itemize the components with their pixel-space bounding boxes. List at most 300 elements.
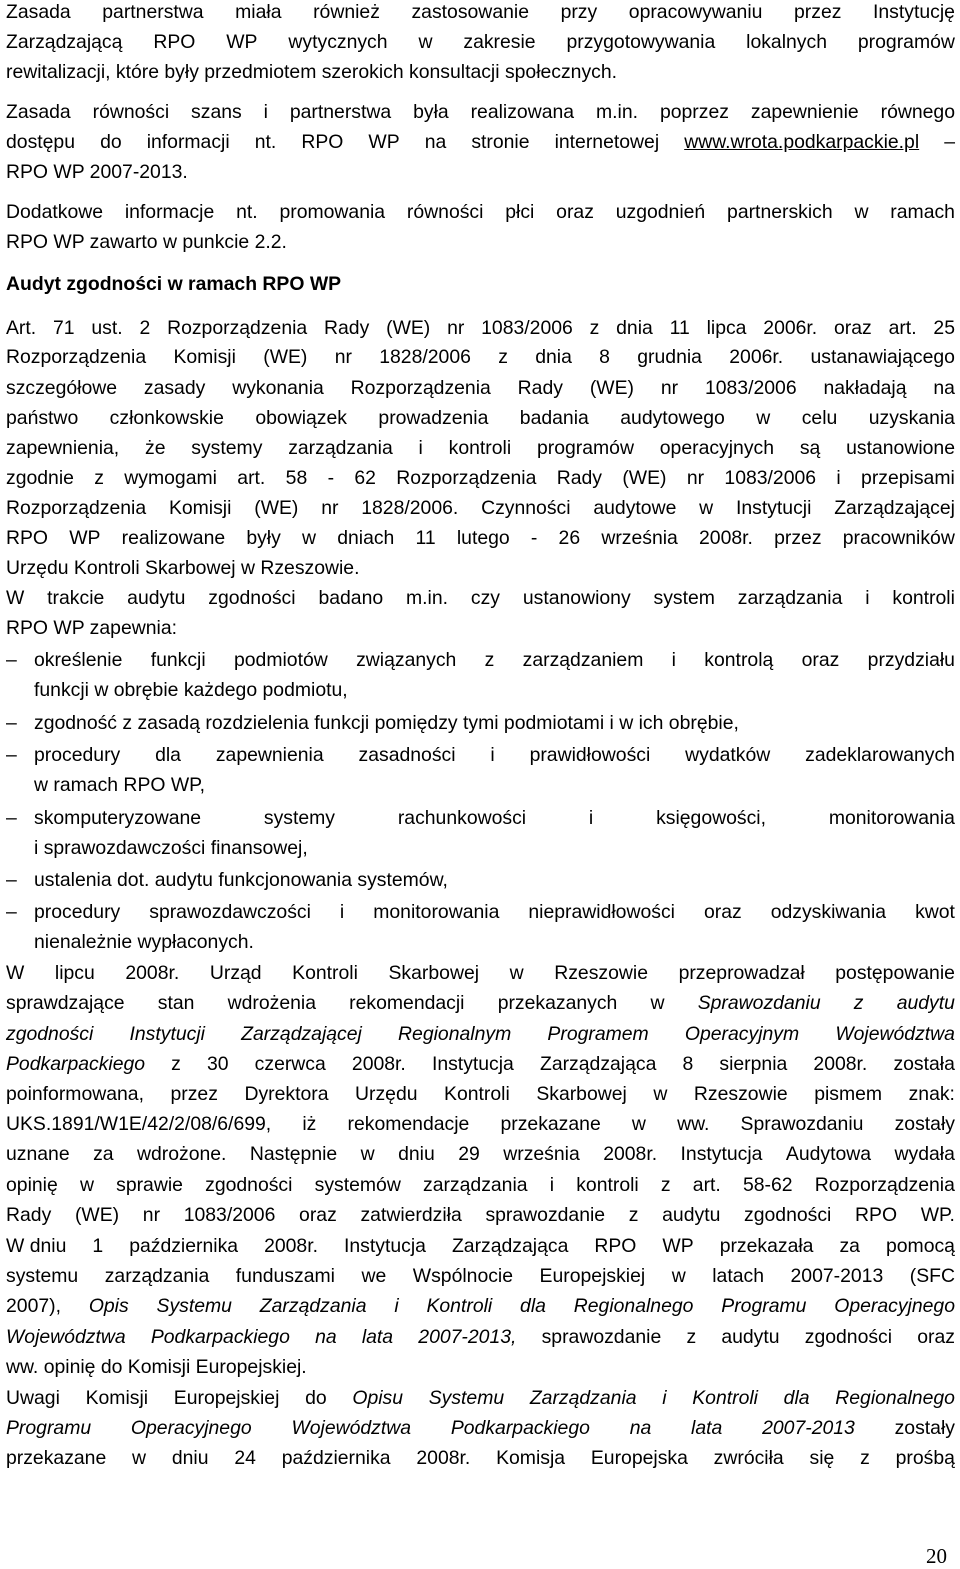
word: zgodności [205, 1174, 293, 1196]
paragraph-line [6, 1383, 955, 1413]
word: Rady [517, 377, 563, 399]
word: programów [536, 437, 634, 459]
word: oraz [834, 317, 872, 339]
word: nr [142, 1204, 161, 1226]
text-run: do [100, 131, 122, 153]
word: partnerstwa [289, 101, 392, 123]
word: Zarządzającej [834, 497, 955, 519]
word: zastosowanie [411, 1, 529, 23]
word: Kontroli [426, 1295, 493, 1317]
word: 2007-2013, [418, 1326, 517, 1348]
word: (WE) [263, 346, 308, 368]
paragraph-line [6, 127, 955, 157]
word: we [361, 1265, 387, 1287]
word: uznane [6, 1143, 70, 1165]
word: Komisji [168, 497, 232, 519]
word: sprawie [116, 1174, 183, 1196]
word: trakcie [47, 587, 105, 609]
word: dnia [616, 317, 653, 339]
text-run: informacji [146, 131, 230, 153]
word: art. [888, 317, 917, 339]
word: przepisami [861, 467, 955, 489]
word: Programem [547, 1023, 649, 1045]
word: w [653, 1083, 668, 1105]
word: dniu [171, 1447, 209, 1469]
word: zarządzania [737, 587, 843, 609]
word: Instytucja [431, 1053, 514, 1075]
word: badania [519, 407, 589, 429]
list-item [34, 897, 955, 927]
word: przy [560, 1, 598, 23]
paragraph-line [6, 1291, 955, 1321]
word: kontroli [576, 1174, 639, 1196]
word: 1083/2006 [724, 467, 817, 489]
word: lokalnych [746, 31, 827, 53]
list-item [34, 645, 955, 675]
word: RPO [594, 1235, 637, 1257]
word: monitorowania [828, 807, 955, 829]
word: 2 [139, 317, 151, 339]
word: Zasada [6, 101, 71, 123]
word: Systemu [428, 1387, 505, 1409]
word: Komisji [85, 1387, 149, 1409]
word: partnerstwa [102, 1, 204, 23]
word: nakładają [823, 377, 907, 399]
word: 58-62 [742, 1174, 793, 1196]
word: 2007-2013 [762, 1417, 855, 1439]
word: Uwagi [6, 1387, 60, 1409]
word: realizowane [121, 527, 226, 549]
word: Kontroli [292, 962, 358, 984]
word: są [799, 437, 821, 459]
paragraph-line [6, 403, 955, 433]
word: Województwa [6, 1326, 126, 1348]
paragraph-line [6, 523, 955, 553]
word: księgowości, [656, 807, 766, 829]
word: Dyrektora [244, 1083, 329, 1105]
word: Zarządzającą [6, 31, 123, 53]
word: określenie [34, 649, 123, 671]
word: na [933, 377, 955, 399]
word: obowiązek [255, 407, 347, 429]
paragraph-line [6, 433, 955, 463]
word: WP [226, 31, 258, 53]
word: funkcji [150, 649, 206, 671]
word: prawidłowości [529, 744, 651, 766]
word: audytu [896, 992, 955, 1014]
word: Następnie [249, 1143, 338, 1165]
text-run: stronie [471, 131, 530, 153]
word: uzyskania [868, 407, 955, 429]
word: w [650, 992, 665, 1014]
word: Rozporządzenia [6, 346, 147, 368]
text-run: nt. [254, 131, 277, 153]
word: 11 [415, 527, 436, 549]
word: września [601, 527, 678, 549]
word: że [145, 437, 166, 459]
word: Operacyjnego [130, 1417, 252, 1439]
word: w [756, 407, 771, 429]
word: przez [794, 1, 842, 23]
word: Opis [88, 1295, 129, 1317]
paragraph-line: RPO WP zawarto w punkcie 2.2. [6, 231, 287, 253]
list-bullet: – [6, 649, 17, 671]
word: Zarządzania [259, 1295, 367, 1317]
word: czerwca [254, 1053, 326, 1075]
word: wydatków [685, 744, 771, 766]
word: - [327, 467, 335, 489]
word: przeprowadzał [678, 962, 805, 984]
paragraph-line [6, 1443, 955, 1473]
word: Operacyjnego [834, 1295, 955, 1317]
word: Kontroli [692, 1387, 758, 1409]
word: Instytucji [129, 1023, 205, 1045]
paragraph-line [6, 583, 955, 613]
paragraph-line [6, 958, 955, 988]
word: 24 [234, 1447, 256, 1469]
word: dniach [337, 527, 395, 549]
paragraph-line [6, 1261, 955, 1291]
word: 8 [599, 346, 610, 368]
word: i [836, 467, 841, 489]
word: Podkarpackiego [450, 1417, 590, 1439]
word: poprzez [659, 101, 729, 123]
word: również [313, 1, 380, 23]
word: nr [321, 497, 339, 519]
word: W [6, 962, 25, 984]
word: 2008r. [699, 527, 753, 549]
word: zasady [143, 377, 206, 399]
word: 2008r. [416, 1447, 471, 1469]
word: kontroli [892, 587, 955, 609]
paragraph-line [6, 463, 955, 493]
paragraph-line [6, 1322, 955, 1352]
word: nieprawidłowości [528, 901, 675, 923]
word: Rozporządzenia [167, 317, 308, 339]
word: szans [191, 101, 242, 123]
word: Urząd [209, 962, 262, 984]
list-bullet: – [6, 869, 17, 891]
paragraph-line [6, 1049, 955, 1079]
word: z [589, 317, 600, 339]
word: 1083/2006 [704, 377, 797, 399]
word: z [498, 346, 508, 368]
word: dla [155, 744, 181, 766]
word: sierpnia [719, 1053, 788, 1075]
paragraph-line [6, 1109, 955, 1139]
section-heading: Audyt zgodności w ramach RPO WP [6, 273, 342, 295]
word: iż [302, 1113, 317, 1135]
word: Systemu [156, 1295, 232, 1317]
word: w [854, 201, 869, 223]
paragraph-line: rewitalizacji, które były przedmiotem szerokich konsultacji społecznych. [6, 61, 618, 83]
word: Zarządzająca [451, 1235, 569, 1257]
word: wydała [894, 1143, 955, 1165]
word: Zasada [6, 1, 71, 23]
word: i [865, 587, 870, 609]
list-item [34, 803, 955, 833]
word: z [628, 1204, 639, 1226]
word: i [418, 437, 423, 459]
word: systemu [6, 1265, 79, 1287]
word: miała [235, 1, 282, 23]
list-item: w ramach RPO WP, [34, 774, 205, 796]
word: postępowanie [835, 962, 955, 984]
word: z [860, 1447, 870, 1469]
word: zgodnie [6, 467, 74, 489]
word: Instytucję [873, 1, 955, 23]
list-bullet: – [6, 712, 17, 734]
word: Rozporządzenia [396, 467, 537, 489]
word: oraz [299, 1204, 337, 1226]
word: związanych [356, 649, 457, 671]
word: RPO [6, 527, 49, 549]
word: Podkarpackiego [6, 1053, 146, 1075]
word: Rzeszowie [693, 1083, 788, 1105]
word: w [671, 1265, 686, 1287]
paragraph-line: Urzędu Kontroli Skarbowej w Rzeszowie. [6, 557, 360, 579]
word: ust. [91, 317, 123, 339]
word: 29 [458, 1143, 480, 1165]
word: szczegółowe [6, 377, 118, 399]
word: nr [686, 467, 705, 489]
word: ww. [677, 1113, 710, 1135]
word: 2007), [6, 1295, 61, 1317]
word: 25 [933, 317, 955, 339]
word: (WE) [74, 1204, 120, 1226]
word: i [263, 101, 268, 123]
word: nr [660, 377, 679, 399]
word: Rozporządzenia [814, 1174, 955, 1196]
word: audytowe [593, 497, 677, 519]
text-run: WP [368, 131, 400, 153]
word: nr [447, 317, 465, 339]
word: 1828/2006 [379, 346, 471, 368]
word: - [530, 527, 538, 549]
word: 2008r. [264, 1235, 318, 1257]
word: 1083/2006 [481, 317, 573, 339]
word: do [305, 1387, 327, 1409]
word: Europejskiej [173, 1387, 280, 1409]
word: 2007-2013 [790, 1265, 884, 1287]
word: (WE) [254, 497, 299, 519]
word: prośbą [895, 1447, 955, 1469]
word: W dniu [6, 1235, 67, 1257]
word: Europejskiej [539, 1265, 646, 1287]
word: za [839, 1235, 860, 1257]
word: przekazanych [497, 992, 618, 1014]
word: 2008r. [813, 1053, 868, 1075]
paragraph-line [6, 1139, 955, 1169]
word: realizowana [470, 101, 575, 123]
word: czy [470, 587, 500, 609]
word: wytycznych [288, 31, 388, 53]
list-item: i sprawozdawczości finansowej, [34, 837, 308, 859]
website-link[interactable]: www.wrota.podkarpackie.pl [684, 131, 920, 153]
word: m.in. [406, 587, 449, 609]
word: Kontroli [444, 1083, 510, 1105]
word: pomocą [885, 1235, 955, 1257]
list-item: funkcji w obrębie każdego podmiotu, [34, 679, 348, 701]
word: zadeklarowanych [805, 744, 955, 766]
word: zostały [894, 1417, 955, 1439]
word: była [413, 101, 449, 123]
word: Czynności [481, 497, 571, 519]
word: Operacyjnym [684, 1023, 800, 1045]
word: zapewnienie [750, 101, 859, 123]
word: (WE) [589, 377, 634, 399]
word: partnerskich [727, 201, 833, 223]
word: audytu [127, 587, 186, 609]
word: audytu [662, 1204, 721, 1226]
word: 62 [354, 467, 376, 489]
word: Wspólnocie [412, 1265, 514, 1287]
paragraph-line [6, 988, 955, 1018]
word: uzgodnień [615, 201, 706, 223]
word: wdrożone. [136, 1143, 227, 1165]
word: nt. [236, 201, 258, 223]
word: rekomendacji [349, 992, 465, 1014]
word: rachunkowości [397, 807, 527, 829]
word: Europejska [590, 1447, 688, 1469]
paragraph-line [6, 342, 955, 372]
word: 1083/2006 [183, 1204, 276, 1226]
page-number: 20 [926, 1544, 947, 1568]
word: audytowego [620, 407, 725, 429]
word: października [281, 1447, 391, 1469]
word: art. [692, 1174, 721, 1196]
word: skomputeryzowane [34, 807, 202, 829]
word: w [699, 497, 714, 519]
word: 71 [52, 317, 75, 339]
word: wymogami [124, 467, 217, 489]
word: zarządzaniem [522, 649, 644, 671]
word: Zarządzająca [539, 1053, 657, 1075]
paragraph-line [6, 1231, 955, 1261]
word: Sprawozdaniu [740, 1113, 864, 1135]
word: m.in. [596, 101, 639, 123]
paragraph-line [6, 373, 955, 403]
paragraph-line: RPO WP zapewnia: [6, 617, 177, 639]
list-bullet: – [6, 744, 17, 766]
word: 8 [682, 1053, 694, 1075]
word: w [132, 1447, 147, 1469]
word: Regionalnym [398, 1023, 512, 1045]
word: przekazane [500, 1113, 601, 1135]
word: na [315, 1326, 337, 1348]
word: lata [691, 1417, 723, 1439]
word: Rady [324, 317, 370, 339]
word: lata [361, 1326, 394, 1348]
word: przydziału [867, 649, 955, 671]
word: w [302, 527, 317, 549]
word: równości [406, 201, 484, 223]
word: z [686, 1326, 697, 1348]
word: 2008r. [603, 1143, 658, 1165]
list-item: nienależnie wypłaconych. [34, 931, 254, 953]
word: WP. [920, 1204, 955, 1226]
word: WP [69, 527, 101, 549]
word: zakresie [463, 31, 536, 53]
word: kontroli [448, 437, 512, 459]
word: 26 [558, 527, 581, 549]
word: Regionalnego [835, 1387, 955, 1409]
word: pracowników [842, 527, 955, 549]
word: Województwa [835, 1023, 955, 1045]
word: 58 [285, 467, 308, 489]
word: celu [801, 407, 838, 429]
word: sprawozdanie [485, 1204, 606, 1226]
word: zasadności [358, 744, 456, 766]
word: na [629, 1417, 652, 1439]
word: wdrożenia [227, 992, 316, 1014]
word: zarządzania [288, 437, 393, 459]
word: się [809, 1447, 835, 1469]
text-run: RPO [301, 131, 344, 153]
word: dniu [398, 1143, 435, 1165]
word: WP [662, 1235, 694, 1257]
word: z [94, 467, 104, 489]
paragraph-line: ww. opinię do Komisji Europejskiej. [6, 1356, 307, 1378]
word: Rady [556, 467, 603, 489]
word: Skarbowej [536, 1083, 627, 1105]
word: dla [783, 1387, 810, 1409]
word: przekazała [719, 1235, 814, 1257]
word: Dodatkowe [6, 201, 104, 223]
word: 1828/2006. [361, 497, 459, 519]
word: pismem [814, 1083, 883, 1105]
word: Podkarpackiego [150, 1326, 290, 1348]
text-run: internetowej [554, 131, 660, 153]
word: RPO [855, 1204, 898, 1226]
word: i [662, 1387, 667, 1409]
word: sprawozdawczości [149, 901, 311, 923]
word: została [893, 1053, 955, 1075]
word: systemów [314, 1174, 401, 1196]
list-item [34, 740, 955, 770]
word: oraz [801, 649, 840, 671]
list-item: zgodność z zasadą rozdzielenia funkcji pomiędzy tymi podmiotami i w ich obrębie, [34, 712, 739, 734]
word: zgodności [804, 1326, 893, 1348]
word: państwo [6, 407, 79, 429]
word: zarządzania [423, 1174, 528, 1196]
word: W [6, 587, 25, 609]
word: z [660, 1174, 671, 1196]
word: dla [520, 1295, 546, 1317]
word: lipca [706, 317, 747, 339]
word: prowadzenia [378, 407, 489, 429]
paragraph-line [6, 313, 955, 343]
word: sprawdzające [6, 992, 125, 1014]
word: art. [237, 467, 266, 489]
word: 30 [206, 1053, 229, 1075]
paragraph-line [6, 1019, 955, 1049]
paragraph-line [6, 1079, 955, 1109]
word: Sprawozdaniu [697, 992, 821, 1014]
word: badano [318, 587, 384, 609]
word: Programu [721, 1295, 807, 1317]
list-item: ustalenia dot. audytu funkcjonowania systemów, [34, 869, 448, 891]
word: Zarządzania [529, 1387, 637, 1409]
word: za [93, 1143, 114, 1165]
word: Programu [6, 1417, 92, 1439]
word: latach [712, 1265, 764, 1287]
word: Województwa [291, 1417, 412, 1439]
text-run: dostępu [6, 131, 76, 153]
word: opracowywaniu [628, 1, 763, 23]
word: 2006r. [763, 317, 818, 339]
word: 1 [92, 1235, 104, 1257]
